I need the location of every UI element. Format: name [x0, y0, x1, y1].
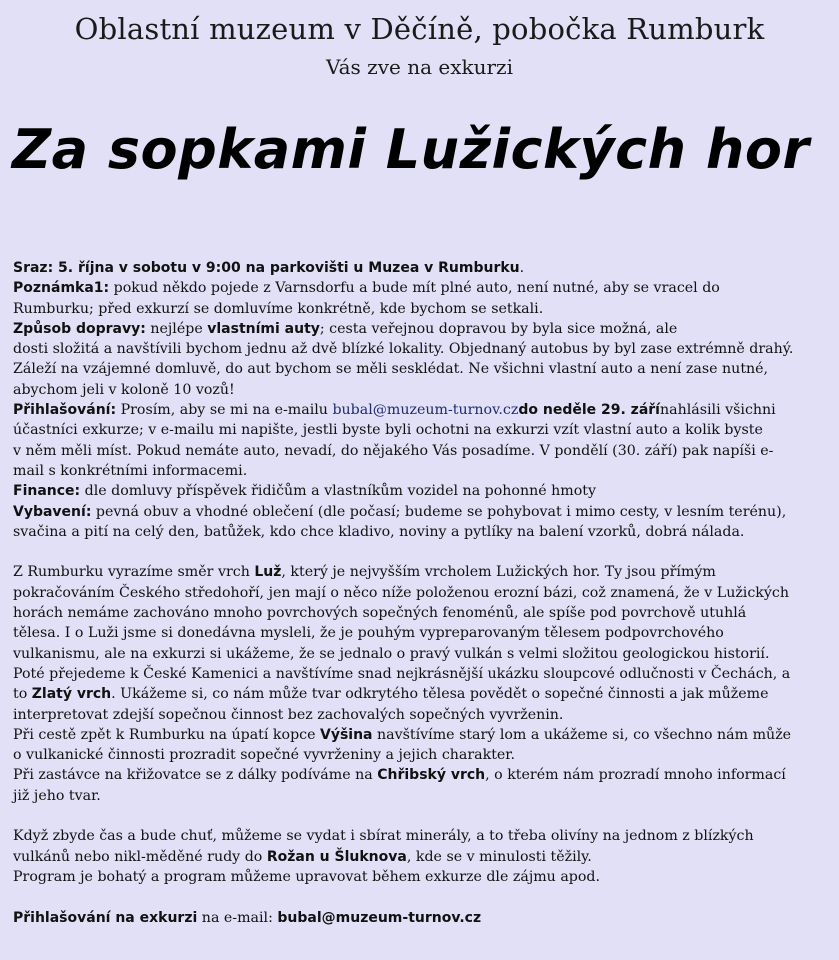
program-line-10: o vulkanické činnosti prozradit sopečné vyvrženiny a jejich charakter. — [13, 747, 516, 764]
footer-label: Přihlašování na exkurzi — [13, 909, 198, 926]
meeting-label: Sraz: 5. října v sobotu v 9:00 na parkovišti u Muzea v Rumburku — [13, 260, 520, 276]
program-line-6: Poté přejedeme k České Kamenici a navštívíme snad nejkrásnější ukázku sloupcové odlučnosti v Čechách, a — [13, 665, 791, 682]
transport-line: Způsob dopravy: nejlépe vlastními auty; cesta veřejnou dopravou by byla sice možná, ale — [13, 320, 678, 337]
program-line-11: Při zastávce na křižovatce se z dálky podíváme na Chřibský vrch, o kterém nám prozradí mnoho informací — [13, 767, 786, 784]
spacer — [13, 887, 828, 907]
transport-line-4: abychom jeli v koloně 10 vozů! — [13, 381, 235, 398]
registration-line: Přihlašování: Prosím, aby se mi na e-mailu bubal@muzeum-turnov.czdo neděle 29. zářínahlásili všichni — [13, 402, 776, 419]
transport-line-2: dosti složitá a navštívili bychom jednu až dvě blízké lokality. Objednaný autobus by byl zase extrémně drahý. — [13, 341, 794, 358]
registration-deadline: do neděle 29. září — [518, 402, 660, 419]
organization-heading: Oblastní muzeum v Děčíně, pobočka Rumburk — [74, 12, 765, 46]
registration-line-3: v něm měli míst. Pokud nemáte auto, nevadí, do nějakého Vás posadíme. V pondělí (30. září) pak napíši e- — [13, 442, 774, 459]
registration-email-link[interactable]: bubal@muzeum-turnov.cz — [332, 402, 519, 419]
transport-line-3: Záleží na vzájemné domluvě, do aut bychom se měli sesklédat. Ne všichni vlastní auto a není zase nutné, — [13, 361, 769, 378]
transport-label: Způsob dopravy: — [13, 320, 146, 337]
program-line-12: již jeho tvar. — [13, 787, 101, 804]
program-line-8: interpretovat zdejší sopečnou činnost bez zachovalých sopečných vyvrženin. — [13, 706, 564, 723]
program-line-2: pokračováním Českého středohoří, jen mají o něco níže položenou erozní bázi, což znamená, že v Lužických — [13, 584, 789, 601]
spacer — [13, 806, 828, 826]
finance-line: Finance: dle domluvy příspěvek řidičům a vlastníkům vozidel na pohonné hmoty — [13, 483, 596, 500]
invitation-subheading: Vás zve na exkurzi — [326, 55, 513, 79]
equipment-label: Vybavení: — [13, 503, 92, 520]
program-line-1: Z Rumburku vyrazíme směr vrch Luž, který je nejvyšším vrcholem Lužických hor. Ty jsou přímým — [13, 564, 716, 581]
extra-line-2: vulkánů nebo nikl-měděné rudy do Rožan u Šluknova, kde se v minulosti těžily. — [13, 848, 592, 865]
program-line-5: vulkanismu, ale na exkurzi si ukážeme, že se jednalo o pravý vulkán s velmi složitou geologickou historií. — [13, 645, 770, 662]
extra-line-1: Když zbyde čas a bude chuť, můžeme se vydat i sbírat minerály, a to třeba olivíny na jednom z blízkých — [13, 828, 754, 845]
footer-line: Přihlašování na exkurzi na e-mail: bubal@muzeum-turnov.cz — [13, 909, 482, 926]
program-line-7: to Zlatý vrch. Ukážeme si, co nám může tvar odkrytého tělesa povědět o sopečné činnosti a jak můžeme — [13, 686, 769, 703]
note-label: Poznámka1: — [13, 280, 110, 297]
text-body — [13, 258, 828, 928]
program-line-4: tělesa. I o Luži jsme si donedávna mysleli, že je pouhým vypreparovaným tělesem podpovrchového — [13, 625, 724, 642]
spacer — [13, 542, 828, 562]
meeting-line: Sraz: 5. října v sobotu v 9:00 na parkovišti u Muzea v Rumburku. — [13, 260, 525, 276]
note-line-2: Rumburku; před exkurzí se domluvíme konkrétně, kde bychom se setkali. — [13, 300, 544, 317]
program-line-9: Při cestě zpět k Rumburku na úpatí kopce Výšina navštívíme starý lom a ukážeme si, co všechno nám může — [13, 726, 792, 743]
registration-line-4: mail s konkrétními informacemi. — [13, 462, 248, 479]
footer-email-link[interactable]: bubal@muzeum-turnov.cz — [277, 909, 482, 926]
program-line-3: horách nemáme zachováno mnoho povrchových sopečných fenoménů, ale spíše pod povrchově utuhlá — [13, 605, 747, 622]
finance-label: Finance: — [13, 483, 81, 500]
note-line: Poznámka1: pokud někdo pojede z Varnsdorfu a bude mít plné auto, není nutné, aby se vracel do — [13, 280, 720, 297]
equipment-line-2: svačina a pití na celý den, batůžek, kdo chce kladivo, noviny a pytlíky na balení vzorků, dobrá nálada. — [13, 523, 745, 540]
registration-label: Přihlašování: — [13, 402, 117, 419]
page-title: Za sopkami Lužických hor — [12, 118, 810, 181]
extra-line-3: Program je bohatý a program můžeme upravovat během exkurze dle zájmu apod. — [13, 868, 600, 885]
equipment-line: Vybavení: pevná obuv a vhodné oblečení (dle počasí; budeme se pohybovat i mimo cesty, v lesním terénu), — [13, 503, 787, 520]
registration-line-2: účastníci exkurze; v e-mailu mi napište, jestli byste byli ochotni na exkurzi vzít vlastní auto a kolik byste — [13, 422, 763, 439]
